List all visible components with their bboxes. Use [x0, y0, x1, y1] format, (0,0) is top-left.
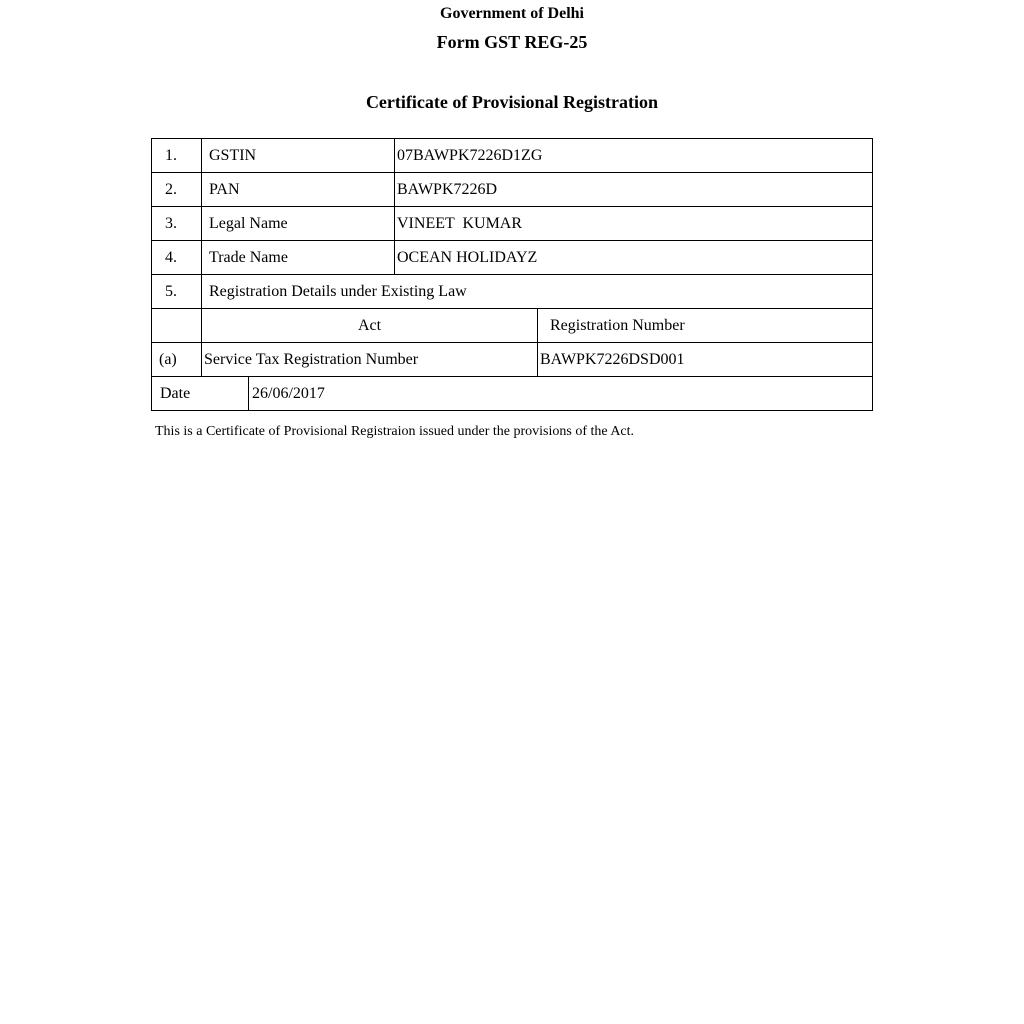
entry-number: (a) [159, 351, 177, 368]
act-column-header: Act [201, 309, 537, 342]
trade-name-value: OCEAN HOLIDAYZ [394, 241, 872, 274]
row-number: 4. [165, 249, 177, 266]
row-number: 5. [165, 283, 177, 300]
table-row-pan [151, 172, 873, 206]
registration-table [151, 138, 873, 411]
certificate-title: Certificate of Provisional Registration [365, 92, 659, 112]
table-row-trade-name [151, 240, 873, 274]
form-title: Form GST REG-25 [436, 32, 588, 52]
certificate-footnote: This is a Certificate of Provisional Registraion issued under the provisions of the Act. [155, 424, 635, 439]
government-heading: Government of Delhi [440, 5, 584, 22]
table-row-existing-law-entry [151, 342, 873, 376]
date-label: Date [160, 385, 191, 402]
row-number: 2. [165, 181, 177, 198]
row-number: 3. [165, 215, 177, 232]
row-number: 1. [165, 147, 177, 164]
trade-name-label: Trade Name [201, 241, 394, 274]
legal-name-value: VINEET KUMAR [394, 207, 872, 240]
pan-value: BAWPK7226D [394, 173, 872, 206]
table-row-existing-law [151, 274, 873, 308]
act-value: Service Tax Registration Number [201, 343, 537, 376]
date-value: 26/06/2017 [248, 377, 872, 410]
table-row-existing-law-header [151, 308, 873, 342]
pan-label: PAN [201, 173, 394, 206]
gstin-label: GSTIN [201, 139, 394, 172]
legal-name-label: Legal Name [201, 207, 394, 240]
table-row-gstin [151, 138, 873, 172]
table-row-legal-name [151, 206, 873, 240]
existing-law-label: Registration Details under Existing Law [201, 275, 872, 308]
table-row-date [151, 376, 873, 411]
reg-number-value: BAWPK7226DSD001 [537, 343, 872, 376]
reg-number-column-header: Registration Number [537, 309, 872, 342]
gstin-value: 07BAWPK7226D1ZG [394, 139, 872, 172]
